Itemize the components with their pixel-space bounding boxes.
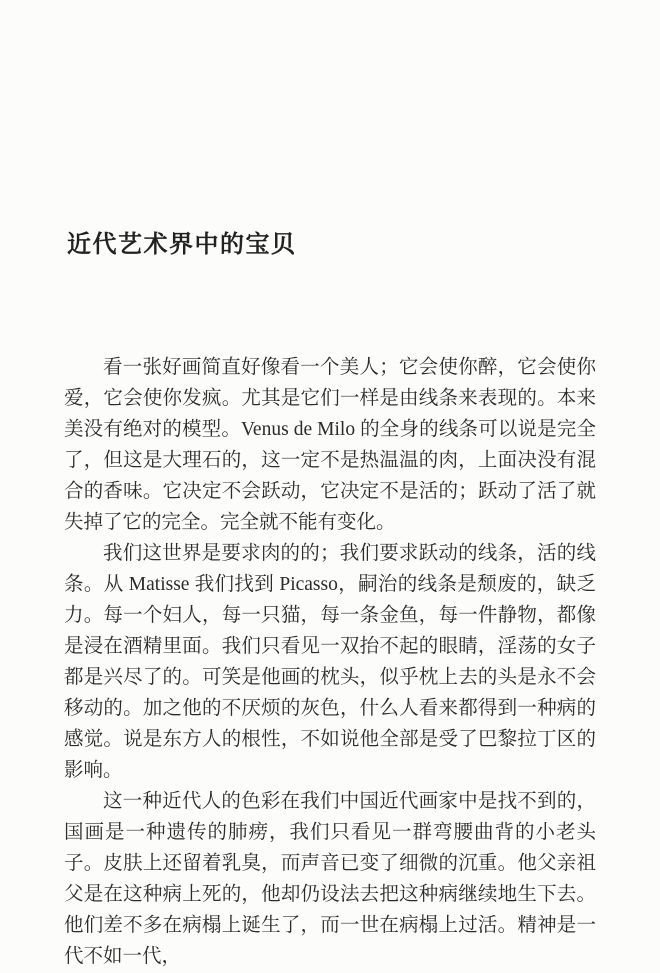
body-text — [64, 352, 596, 972]
paragraph: 这一种近代人的色彩在我们中国近代画家中是找不到的，国画是一种遗传的肺痨，我们只看见一群弯腰曲背的小老头子。皮肤上还留着乳臭，而声音已变了细微的沉重。他父亲祖父是在这种病上死的，他却仍设法去把这种病继续地生下去。他们差不多在病榻上诞生了，而一世在病榻上过活。精神是一代不如一代， — [64, 791, 596, 967]
chapter-title: 近代艺术界中的宝贝 — [67, 232, 297, 258]
paragraph: 看一张好画简直好像看一个美人；它会使你醉，它会使你爱，它会使你发疯。尤其是它们一样是由线条来表现的。本来美没有绝对的模型。Venus de Milo 的全身的线条可以说是完全了，但这是大理石的，这一定不是热温温的肉，上面决没有混合的香味。它决定不会跃动，它决定不是活的；跃动了活了就失掉了它的完全。完全就不能有变化。 — [64, 357, 596, 533]
paragraph: 我们这世界是要求肉的的；我们要求跃动的线条，活的线条。从 Matisse 我们找到 Picasso，嗣治的线条是颓废的，缺乏力。每一个妇人，每一只猫，每一条金鱼，每一件静物，都像是浸在酒精里面。我们只看见一双抬不起的眼睛，淫荡的女子都是兴尽了的。可笑是他画的枕头，似乎枕上去的头是永不会移动的。加之他的不厌烦的灰色，什么人看来都得到一种病的感觉。说是东方人的根性，不如说他全部是受了巴黎拉丁区的影响。 — [64, 543, 596, 781]
